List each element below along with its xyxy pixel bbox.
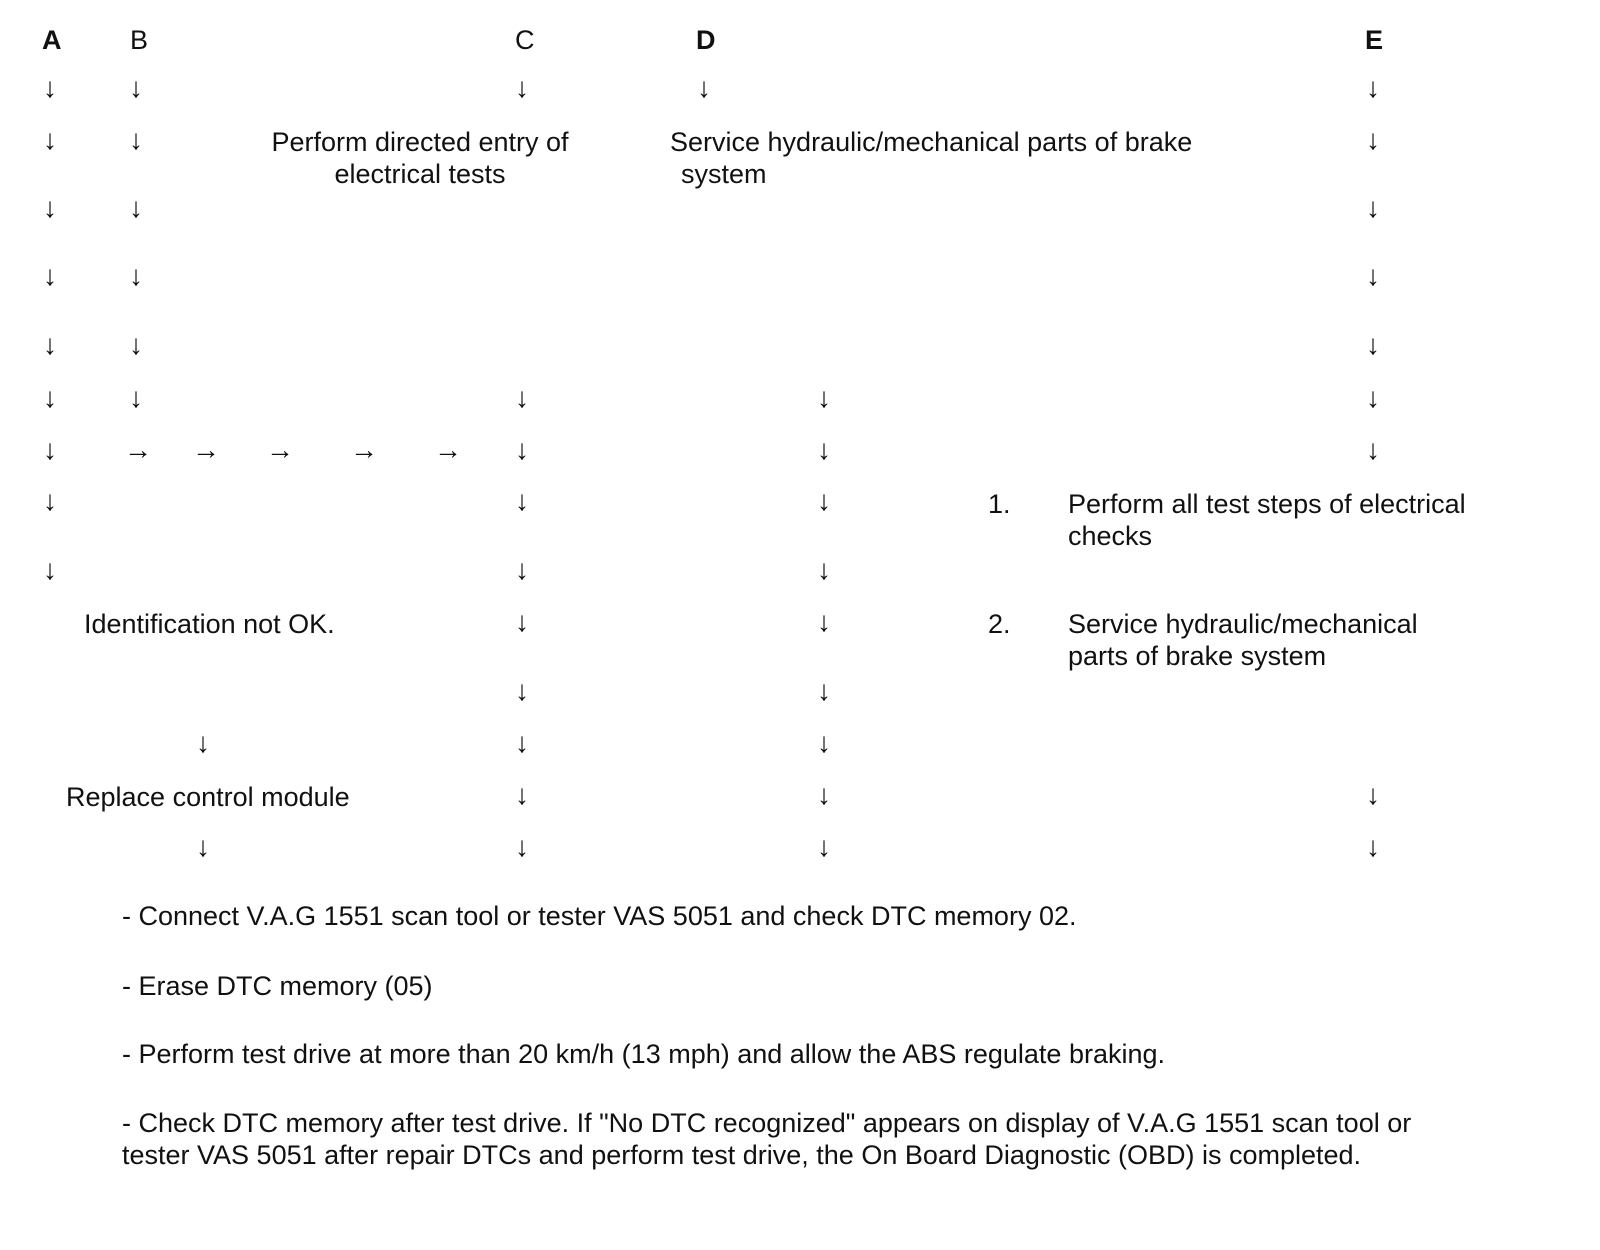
- c-instruction-line2: electrical tests: [334, 159, 506, 189]
- column-b-down-arrow-8: ↓: [196, 831, 210, 862]
- column-c-down-arrow-5: ↓: [515, 554, 529, 585]
- column-e-down-arrow-2: ↓: [1366, 124, 1380, 155]
- column-b-down-arrow-2: ↓: [129, 124, 143, 155]
- column-header-c: C: [515, 25, 535, 55]
- column-d-down-arrow-6: ↓: [817, 606, 831, 637]
- b-result-text: Identification not OK.: [84, 609, 335, 639]
- column-d-down-arrow-5: ↓: [817, 554, 831, 585]
- column-e-down-arrow-6: ↓: [1366, 382, 1380, 413]
- column-a-down-arrow-7: ↓: [43, 434, 57, 465]
- column-e-down-arrow-1: ↓: [1366, 72, 1380, 103]
- d-instruction: [670, 126, 1192, 190]
- b-action-text: Replace control module: [66, 782, 350, 812]
- final-step-erase: - Erase DTC memory (05): [122, 971, 433, 1001]
- c-instruction: [258, 126, 582, 190]
- column-d-down-arrow-4: ↓: [817, 485, 831, 516]
- column-e-down-arrow-8: ↓: [1366, 779, 1380, 810]
- d-instruction-line1: Service hydraulic/mechanical parts of brake: [670, 127, 1193, 157]
- column-a-down-arrow-2: ↓: [43, 124, 57, 155]
- column-c-down-arrow-1: ↓: [515, 72, 529, 103]
- e-list-item-1-line1: Perform all test steps of electrical: [1068, 489, 1466, 519]
- e-list-item-2-line1: Service hydraulic/mechanical: [1068, 609, 1418, 639]
- column-c-down-arrow-9: ↓: [515, 779, 529, 810]
- column-d-down-arrow-3: ↓: [817, 434, 831, 465]
- column-d-down-arrow-1: ↓: [697, 72, 711, 103]
- column-a-down-arrow-5: ↓: [43, 329, 57, 360]
- d-instruction-line2: system: [681, 159, 767, 189]
- column-b-down-arrow-3: ↓: [129, 192, 143, 223]
- column-b-down-arrow-4: ↓: [129, 260, 143, 291]
- column-a-down-arrow-9: ↓: [43, 554, 57, 585]
- column-b-right-arrow-5: →: [434, 434, 462, 465]
- column-c-down-arrow-8: ↓: [515, 727, 529, 758]
- e-list-item-2-line2: parts of brake system: [1068, 641, 1327, 671]
- column-header-a: A: [42, 25, 62, 55]
- column-d-down-arrow-9: ↓: [817, 779, 831, 810]
- e-list-item-2: [1068, 608, 1418, 672]
- column-d-down-arrow-2: ↓: [817, 382, 831, 413]
- column-b-right-arrow-1: →: [124, 434, 152, 465]
- column-c-down-arrow-6: ↓: [515, 606, 529, 637]
- column-e-down-arrow-3: ↓: [1366, 192, 1380, 223]
- final-step-check-line1: - Check DTC memory after test drive. If "No DTC recognized" appears on display of V.A.G 1551 scan tool or: [122, 1108, 1412, 1138]
- column-c-down-arrow-4: ↓: [515, 485, 529, 516]
- column-b-down-arrow-7: ↓: [196, 727, 210, 758]
- final-step-test-drive: - Perform test drive at more than 20 km/h (13 mph) and allow the ABS regulate braking.: [122, 1039, 1166, 1069]
- e-list-item-1: [1068, 488, 1466, 552]
- c-instruction-line1: Perform directed entry of: [271, 127, 569, 157]
- column-header-d: D: [696, 25, 716, 55]
- column-a-down-arrow-4: ↓: [43, 260, 57, 291]
- column-header-b: B: [130, 25, 149, 55]
- column-c-down-arrow-10: ↓: [515, 831, 529, 862]
- column-c-down-arrow-2: ↓: [515, 382, 529, 413]
- column-b-right-arrow-3: →: [266, 434, 294, 465]
- column-e-down-arrow-4: ↓: [1366, 260, 1380, 291]
- column-b-right-arrow-2: →: [192, 434, 220, 465]
- column-b-down-arrow-6: ↓: [129, 382, 143, 413]
- column-d-down-arrow-7: ↓: [817, 675, 831, 706]
- column-b-down-arrow-1: ↓: [129, 72, 143, 103]
- column-a-down-arrow-3: ↓: [43, 192, 57, 223]
- column-b-down-arrow-5: ↓: [129, 329, 143, 360]
- column-d-down-arrow-10: ↓: [817, 831, 831, 862]
- column-c-down-arrow-7: ↓: [515, 675, 529, 706]
- e-list-number-1: 1.: [988, 489, 1011, 519]
- column-b-right-arrow-4: →: [350, 434, 378, 465]
- column-a-down-arrow-6: ↓: [43, 382, 57, 413]
- final-step-connect: - Connect V.A.G 1551 scan tool or tester VAS 5051 and check DTC memory 02.: [122, 901, 1077, 931]
- column-e-down-arrow-7: ↓: [1366, 434, 1380, 465]
- column-d-down-arrow-8: ↓: [817, 727, 831, 758]
- column-a-down-arrow-1: ↓: [43, 72, 57, 103]
- column-header-e: E: [1365, 25, 1384, 55]
- column-c-down-arrow-3: ↓: [515, 434, 529, 465]
- e-list-item-1-line2: checks: [1068, 521, 1153, 551]
- final-step-check-line2: tester VAS 5051 after repair DTCs and perform test drive, the On Board Diagnostic (OBD) is completed.: [122, 1140, 1362, 1170]
- column-a-down-arrow-8: ↓: [43, 485, 57, 516]
- column-e-down-arrow-5: ↓: [1366, 329, 1380, 360]
- e-list-number-2: 2.: [988, 609, 1011, 639]
- column-e-down-arrow-9: ↓: [1366, 831, 1380, 862]
